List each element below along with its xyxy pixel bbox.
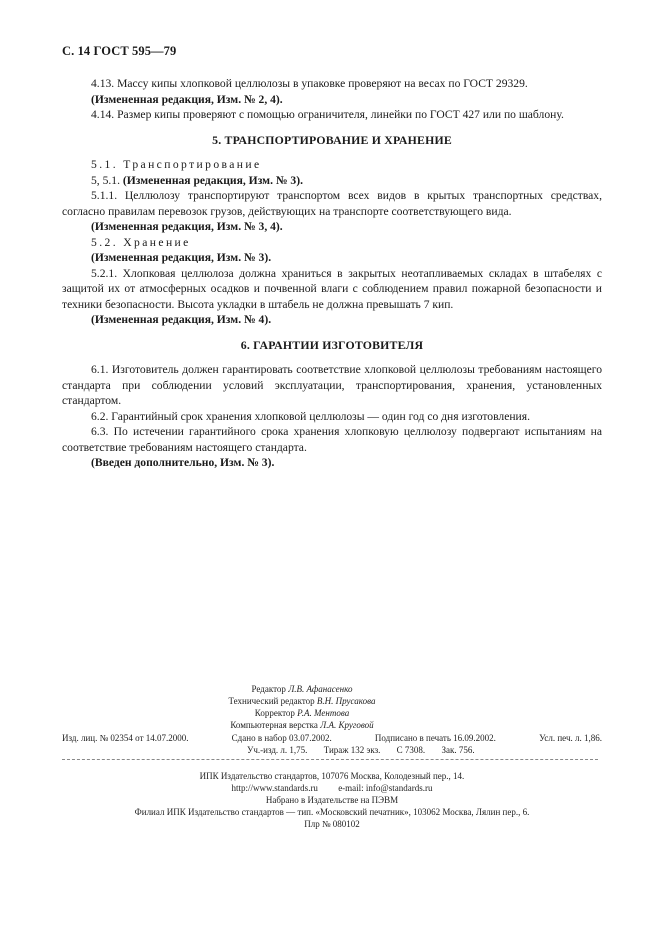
credit-layout: Компьютерная верстка Л.А. Круговой <box>230 720 374 730</box>
paragraph-6-3: 6.3. По истечении гарантийного срока хранения хлопковую целлюлозу подвергают испытаниям на соответствие требованиям настоящего стандарта. <box>62 425 602 454</box>
credit-editor: Редактор Л.В. Афанасенко <box>251 684 353 694</box>
publisher-address: ИПК Издательство стандартов, 107076 Москва, Колодезный пер., 14. <box>199 771 465 781</box>
credit-corrector: Корректор Р.А. Ментова <box>254 708 350 718</box>
signed-date: Подписано в печать 16.09.2002. <box>374 733 496 743</box>
publishing-row-2 <box>62 744 602 756</box>
credit-tech-editor: Технический редактор В.Н. Прусакова <box>228 696 376 706</box>
amendment-note: (Измененная редакция, Изм. № 3). <box>122 173 303 187</box>
paragraph-5-1-1: 5.1.1. Целлюлозу транспортируют транспортом всех видов в крытых транспортных средствах, согласно правилам перевозок грузов, действующих на транспорте соответствующего вида. <box>62 189 602 218</box>
license-number: Изд. лиц. № 02354 от 14.07.2000. <box>62 733 189 743</box>
section-6-title: 6. ГАРАНТИИ ИЗГОТОВИТЕЛЯ <box>240 337 424 352</box>
amendment-note: (Введен дополнительно, Изм. № 3). <box>91 456 275 469</box>
paragraph-5-1-note <box>62 173 602 189</box>
divider <box>62 759 598 760</box>
publisher-contacts <box>62 782 602 794</box>
publisher-website: http://www.standards.ru <box>231 783 318 793</box>
print-run: Тираж 132 экз. <box>323 745 381 755</box>
amendment-note: (Измененная редакция, Изм. № 3). <box>91 251 272 264</box>
set-date: Сдано в набор 03.07.2002. <box>231 733 332 743</box>
page-header: С. 14 ГОСТ 595—79 <box>62 44 177 58</box>
paragraph-5-2: 5.2. Хранение <box>91 235 191 249</box>
order-number: Зак. 756. <box>441 745 475 755</box>
paragraph-6-2: 6.2. Гарантийный срок хранения хлопковой целлюлозы — один год со дня изготовления. <box>91 409 530 423</box>
paragraph-6-1: 6.1. Изготовитель должен гарантировать соответствие хлопковой целлюлозы требованиям настоящего стандарта при соблюдении условий эксплуатации, транспортирования, хранения, установленных стандартом. <box>62 363 602 407</box>
typeset-note: Набрано в Издательстве на ПЭВМ <box>265 795 399 805</box>
paragraph-4-14: 4.14. Размер кипы проверяют с помощью ограничителя, линейки по ГОСТ 427 или по шаблону. <box>91 108 564 121</box>
printer-license: Плр № 080102 <box>304 819 360 829</box>
edit-sheets: Уч.-изд. л. 1,75. <box>247 745 308 755</box>
publishing-info <box>62 732 602 756</box>
paragraph-5-1: 5.1. Транспортирование <box>91 158 262 171</box>
publishing-row-1 <box>62 732 602 744</box>
amendment-note: (Измененная редакция, Изм. № 2, 4). <box>91 92 283 106</box>
section-5-title: 5. ТРАНСПОРТИРОВАНИЕ И ХРАНЕНИЕ <box>212 132 452 147</box>
print-sheets: Усл. печ. л. 1,86. <box>539 733 602 743</box>
amendment-note: (Измененная редакция, Изм. № 3, 4). <box>91 220 283 233</box>
code: С 7308. <box>396 745 426 755</box>
paragraph-4-13: 4.13. Массу кипы хлопковой целлюлозы в упаковке проверяют на весах по ГОСТ 29329. <box>91 77 528 90</box>
printer-address: Филиал ИПК Издательство стандартов — тип. «Московский печатник», 103062 Москва, Лялин пер., 6. <box>134 807 530 817</box>
document-body <box>62 76 602 471</box>
amendment-note: (Измененная редакция, Изм. № 4). <box>91 313 272 326</box>
publisher-email: e-mail: info@standards.ru <box>338 783 433 793</box>
credits-block <box>62 683 602 731</box>
paragraph-5-2-1: 5.2.1. Хлопковая целлюлоза должна храниться в закрытых неотапливаемых складах в штабелях с защитой их от атмосферных осадков и почвенной влаги с соблюдением правил пожарной безопасности и техники безопасности. Высота укладки в штабель не должна превышать 7 кип. <box>62 266 602 311</box>
ref-5-5-1: 5, 5.1. <box>91 173 120 187</box>
publisher-footer <box>62 770 602 830</box>
